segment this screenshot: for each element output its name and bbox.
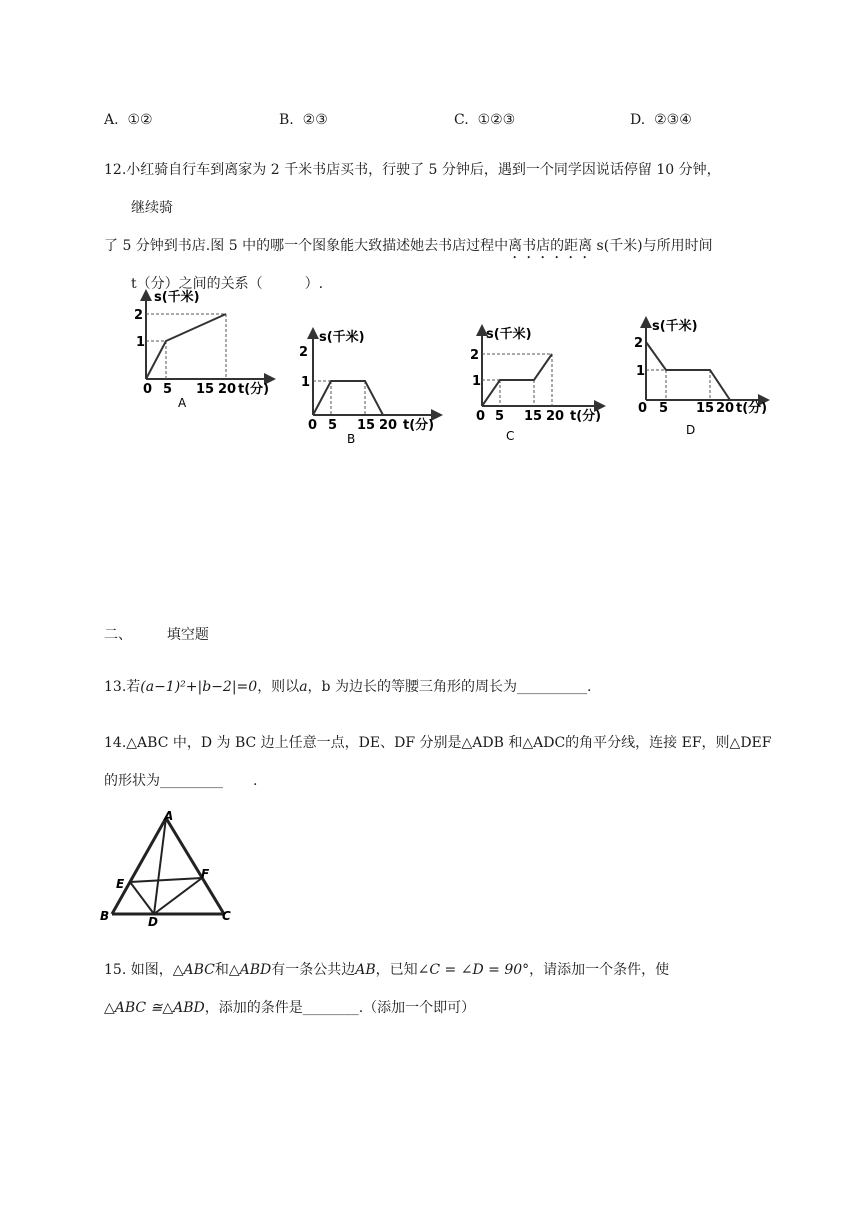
q12-emphasis: 离书店的距离 — [508, 238, 593, 254]
graph-caption: A — [178, 396, 187, 410]
graph-caption: B — [347, 432, 356, 445]
q15-triangle-abd: △ABD — [228, 962, 272, 978]
x-axis-label: t(分) — [238, 382, 270, 397]
q15-angle-equation: ∠C = ∠D = 90° — [417, 962, 530, 978]
q11-option-c — [454, 112, 515, 128]
q11-option-b — [279, 112, 328, 128]
option-text: ①② — [127, 112, 153, 128]
q12-line4: t（分）之间的关系（ ）. — [131, 276, 324, 292]
x-tick-5: 5 — [495, 409, 505, 424]
q12-line2: 继续骑 — [131, 200, 173, 216]
y-axis-label: s(千米) — [486, 327, 532, 342]
q15-pre: 15. 如图， — [104, 962, 173, 978]
y-tick-1: 1 — [636, 364, 646, 379]
q15-answer-blank: ________ — [302, 1000, 359, 1016]
q15-mid2: ，已知 — [375, 962, 418, 978]
x-tick-0: 0 — [308, 418, 318, 433]
graph-b — [299, 325, 449, 445]
x-tick-20: 20 — [546, 409, 565, 424]
segment-de — [130, 882, 154, 914]
q13-end: . — [586, 679, 592, 695]
q13 — [104, 677, 591, 697]
option-letter: D. — [630, 112, 646, 128]
y-tick-2: 2 — [299, 345, 309, 360]
x-tick-15: 15 — [696, 401, 715, 416]
q12-line3-post: s(千米)与所用时间 — [592, 238, 713, 254]
segment-df — [154, 878, 202, 914]
q12-line3 — [104, 236, 713, 262]
q15-mid4: ，添加的条件是 — [204, 1000, 303, 1016]
graph-a — [134, 285, 284, 410]
x-tick-5: 5 — [659, 401, 669, 416]
y-tick-1: 1 — [472, 374, 482, 389]
q13-mid1: ，则以 — [257, 679, 300, 695]
option-letter: B. — [279, 112, 294, 128]
label-a: A — [164, 809, 174, 823]
q13-mid2: ，b 为边长的等腰三角形的周长为 — [307, 679, 517, 695]
graph-line — [313, 381, 383, 415]
section-heading — [104, 625, 209, 645]
label-f: F — [201, 867, 210, 881]
label-e: E — [116, 877, 125, 891]
option-text: ②③④ — [654, 112, 692, 128]
y-tick-2: 2 — [470, 348, 480, 363]
x-axis-label: t(分) — [403, 418, 435, 433]
q14-line1: 14.△ABC 中，D 为 BC 边上任意一点，DE、DF 分别是△ADB 和△ADC的角平分线，连接 EF，则△DEF — [104, 735, 772, 751]
graph-line — [146, 314, 226, 379]
segment-ad — [154, 818, 166, 914]
x-tick-0: 0 — [638, 401, 648, 416]
label-c: C — [222, 909, 231, 923]
x-tick-5: 5 — [328, 418, 338, 433]
section-number: 二、 — [104, 627, 132, 643]
q15-side-ab: AB — [355, 962, 376, 978]
option-letter: A. — [104, 112, 119, 128]
x-tick-0: 0 — [143, 382, 153, 397]
q15-end: .（添加一个即可） — [358, 1000, 476, 1016]
x-tick-15: 15 — [524, 409, 543, 424]
x-tick-15: 15 — [357, 418, 376, 433]
q15-triangle-abc: △ABC — [172, 962, 215, 978]
y-axis-label: s(千米) — [319, 330, 365, 345]
graph-caption: D — [686, 423, 696, 437]
q11-option-d — [630, 112, 692, 128]
q13-answer-blank: __________ — [516, 679, 587, 695]
label-b: B — [100, 909, 110, 923]
triangle-figure — [98, 808, 248, 928]
q14-line2 — [104, 771, 257, 791]
side-ab — [112, 818, 166, 914]
graph-caption: C — [506, 429, 515, 443]
graph-line — [646, 342, 730, 400]
x-tick-20: 20 — [379, 418, 398, 433]
q15-line1 — [104, 960, 669, 980]
q15-mid3: ，请添加一个条件，使 — [529, 962, 670, 978]
y-tick-1: 1 — [301, 375, 311, 390]
y-tick-1: 1 — [136, 335, 146, 350]
x-tick-15: 15 — [196, 382, 215, 397]
y-tick-2: 2 — [134, 308, 144, 323]
option-text: ②③ — [302, 112, 328, 128]
segment-ef — [130, 878, 202, 882]
q13-pre: 13.若 — [104, 679, 141, 695]
q15-congruence: △ABC ≅△ABD — [104, 1000, 205, 1016]
q13-formula: (a−1)²+|b−2|=0 — [140, 679, 258, 695]
q12-line1: 12.小红骑自行车到离家为 2 千米书店买书，行驶了 5 分钟后，遇到一个同学因说话停留 10 分钟， — [104, 162, 721, 178]
q15-and: 和 — [214, 962, 229, 978]
x-tick-5: 5 — [163, 382, 173, 397]
x-axis-label: t(分) — [736, 401, 768, 416]
option-text: ①②③ — [477, 112, 516, 128]
q13-var-a: a — [299, 679, 308, 695]
q14-end: . — [253, 773, 258, 789]
y-tick-2: 2 — [634, 336, 644, 351]
graph-c — [466, 322, 616, 444]
x-tick-0: 0 — [476, 409, 486, 424]
graph-d — [632, 314, 782, 438]
q11-option-a — [104, 112, 153, 128]
q15-line2 — [104, 998, 475, 1018]
q14-line2-pre: 的形状为 — [104, 773, 160, 789]
y-axis-label: s(千米) — [154, 290, 200, 305]
x-tick-20: 20 — [716, 401, 735, 416]
label-d: D — [148, 915, 158, 928]
q14-answer-blank: _________ — [160, 773, 223, 789]
q12-line3-pre: 了 5 分钟到书店.图 5 中的哪一个图象能大致描述她去书店过程中 — [104, 238, 509, 254]
y-axis-label: s(千米) — [652, 319, 698, 334]
x-tick-20: 20 — [218, 382, 237, 397]
q15-mid1: 有一条公共边 — [271, 962, 356, 978]
x-axis-label: t(分) — [570, 409, 602, 424]
option-letter: C. — [454, 112, 469, 128]
section-title: 填空题 — [166, 627, 209, 643]
